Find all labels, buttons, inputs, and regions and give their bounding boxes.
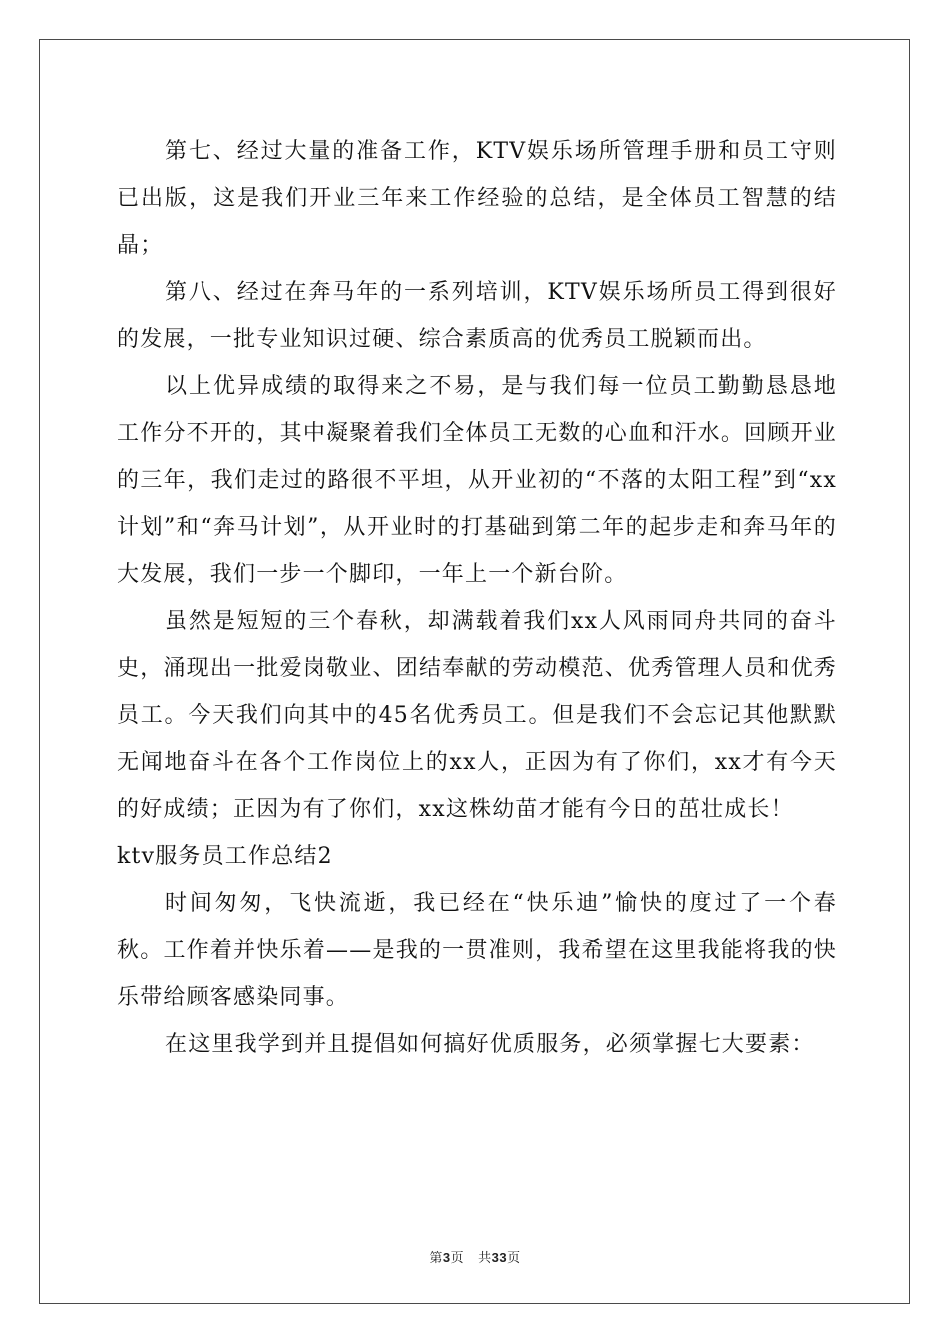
paragraph-elements: 在这里我学到并且提倡如何搞好优质服务，必须掌握七大要素： bbox=[165, 1032, 815, 1057]
paragraph-review: 以上优异成绩的取得来之不易，是与我们每一位员工勤勤恳恳地工作分不开的，其中凝聚着我们全体员工无数的心血和汗水。回顾开业的三年，我们走过的路很不平坦，从开业初的“不落的太阳工程”到“xx计划”和“奔马计划”，从开业时的打基础到第二年的起步走和奔马年的大发展，我们一步一个脚印，一年上一个新台阶。 bbox=[117, 374, 837, 587]
section-heading: ktv服务员工作总结2 bbox=[117, 844, 333, 869]
footer-page-number: 3 bbox=[442, 1250, 451, 1265]
footer-total-suffix: 页 bbox=[507, 1251, 521, 1266]
footer-total-prefix: 共 bbox=[478, 1251, 492, 1266]
paragraph-history: 虽然是短短的三个春秋，却满载着我们xx人风雨同舟共同的奋斗史，涌现出一批爱岗敬业、团结奉献的劳动模范、优秀管理人员和优秀员工。今天我们向其中的45名优秀员工。但是我们不会忘记其他默默无闻地奋斗在各个工作岗位上的xx人，正因为有了你们，xx才有今天的好成绩；正因为有了你们，xx这株幼苗才能有今日的茁壮成长！ bbox=[117, 609, 837, 822]
paragraph-7: 第七、经过大量的准备工作，KTV娱乐场所管理手册和员工守则已出版，这是我们开业三年来工作经验的总结，是全体员工智慧的结晶； bbox=[117, 139, 837, 258]
paragraph-8: 第八、经过在奔马年的一系列培训，KTV娱乐场所员工得到很好的发展，一批专业知识过硬、综合素质高的优秀员工脱颖而出。 bbox=[117, 280, 837, 352]
footer-page-suffix: 页 bbox=[450, 1251, 465, 1266]
paragraph-intro: 时间匆匆，飞快流逝，我已经在“快乐迪”愉快的度过了一个春秋。工作着并快乐着——是我的一贯准则，我希望在这里我能将我的快乐带给顾客感染同事。 bbox=[117, 891, 837, 1010]
page-footer bbox=[0, 1247, 950, 1266]
footer-prefix: 第 bbox=[429, 1251, 443, 1266]
footer-total-pages: 33 bbox=[491, 1250, 508, 1265]
document-body bbox=[117, 128, 837, 1068]
